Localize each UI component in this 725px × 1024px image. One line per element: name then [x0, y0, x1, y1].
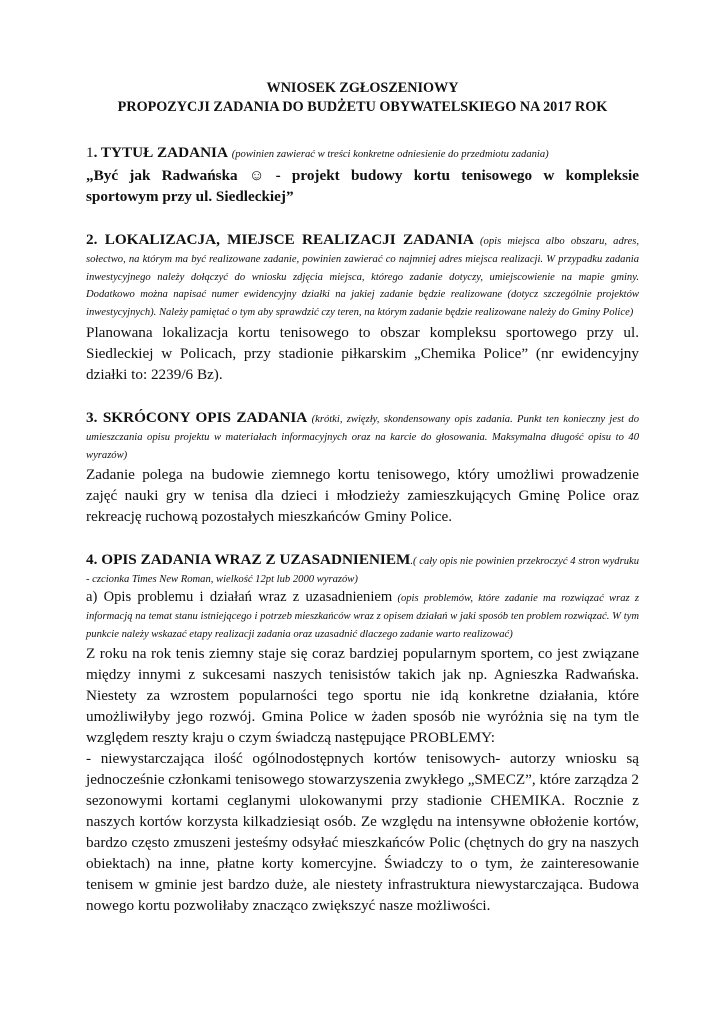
section-2-note: (opis miejsca albo obszaru, adres, sołectwo, na którym ma być realizowane zadanie, powinien zawierać co najmniej adres miejsca realizacji. W przypadku zadania inwestycyjnego należy dołączyć do wniosku zdjęcia miejsca, którego zadanie dotyczy, umiejscowienie na mapie gminy. Dodatkowo można napisać numer ewidencyjny działki na jakiej zadanie będzie realizowane (dotycz szczególnie projektów inwestycyjnych). Należy pamiętać o tym aby sprawdzić czy teren, na którym zadanie będzie realizowane należy do Gminy Police)	[86, 236, 639, 319]
section-3-content: Zadanie polega na budowie ziemnego kortu tenisowego, który umożliwi prowadzenie zajęć nauki gry w tenisa dla dzieci i młodzieży zamieszkujących Gminę Police oraz rekreację ruchową pozostałych mieszkańców Gminy Police.	[86, 466, 639, 526]
form-title: WNIOSEK ZGŁOSZENIOWY	[266, 80, 459, 96]
section-1-heading	[86, 142, 639, 165]
section-4-note: .( cały opis nie powinien przekroczyć 4 stron wydruku - czcionka Times New Roman, wielkość 12pt lub 2000 wyrazów)	[86, 556, 639, 586]
section-4-title: 4. OPIS ZADANIA WRAZ Z UZASADNIENIEM	[86, 551, 411, 569]
section-1-note: (powinien zawierać w treści konkretne odniesienie do przedmiotu zadania)	[231, 149, 549, 160]
section-1-number: 1	[86, 144, 94, 161]
section-location	[86, 231, 639, 385]
section-3-note: (krótki, zwięzły, skondensowany opis zadania. Punkt ten konieczny jest do umieszczania opisu projektu w materiałach informacyjnych oraz na karcie do głosowania. Maksymalna długość opisu to 40 wyrazów)	[86, 413, 639, 461]
section-short-description	[86, 409, 639, 527]
section-4-paragraph-1: Z roku na rok tenis ziemny staje się coraz bardziej popularnym sportem, co jest związane między innymi z sukcesami naszych tenisistów takich jak np. Agnieszka Radwańska. Niestety za wzrostem popularności tego sportu nie idą konkretne działania, które umożliwiłyby jego rozwój. Gmina Police w żaden sposób nie wyróżnia się na tym tle względem reszty kraju o czym świadczą następujące PROBLEMY:	[86, 645, 639, 747]
document-page	[86, 79, 639, 916]
section-full-description	[86, 551, 639, 916]
section-4a-title: a) Opis problemu i działań wraz z uzasadnieniem	[86, 588, 393, 605]
section-2-content: Planowana lokalizacja kortu tenisowego to obszar kompleksu sportowego przy ul. Siedleckiej w Policach, przy stadionie piłkarskim „Chemika Police” (nr ewidencyjny działki to: 2239/6 Bz).	[86, 323, 639, 383]
project-title: „Być jak Radwańska ☺ - projekt budowy kortu tenisowego w kompleksie sportowym przy ul. Siedleckiej”	[86, 167, 639, 205]
section-3-title: 3. SKRÓCONY OPIS ZADANIA	[86, 408, 308, 426]
section-2-heading	[86, 231, 639, 322]
section-4a-heading	[86, 589, 639, 643]
section-2-title: 2. LOKALIZACJA, MIEJSCE REALIZACJI ZADANIA	[86, 231, 474, 248]
section-4-heading	[86, 551, 639, 589]
form-subtitle: PROPOZYCJI ZADANIA DO BUDŻETU OBYWATELSKIEGO NA 2017 ROK	[117, 99, 608, 115]
section-title	[86, 142, 639, 207]
section-3-heading	[86, 409, 639, 464]
section-1-title: . TYTUŁ ZADANIA	[93, 144, 228, 161]
section-4-paragraph-2: - niewystarczająca ilość ogólnodostępnych kortów tenisowych- autorzy wniosku są jednocześnie członkami tenisowego stowarzyszenia zwykłego „SMECZ”, które zarządza 2 sezonowymi kortami ceglanymi ulokowanymi przy stadionie CHEMIKA. Rocznie z naszych kortów korzysta kilkadziesiąt osób. Ze względu na intensywne obłożenie kortów, bardzo często zmuszeni jesteśmy odsyłać mieszkańców Polic (chętnych do gry na naszych obiektach) na inne, płatne korty komercyjne. Świadczy to o tym, że zainteresowanie tenisem w gminie jest bardzo duże, ale niestety infrastruktura niewystarczająca. Budowa nowego kortu pozwoliłaby znacząco zwiększyć nasze możliwości.	[86, 750, 639, 915]
section-4a-note: (opis problemów, które zadanie ma rozwiązać wraz z informacją na temat stanu istniejącego i potrzeb mieszkańców wraz z opisem działań w jaki sposób ten problem rozwiązać. W tym punkcie należy wskazać etapy realizacji zadania oraz uzasadnić dlaczego zadanie warto realizować)	[86, 592, 639, 640]
